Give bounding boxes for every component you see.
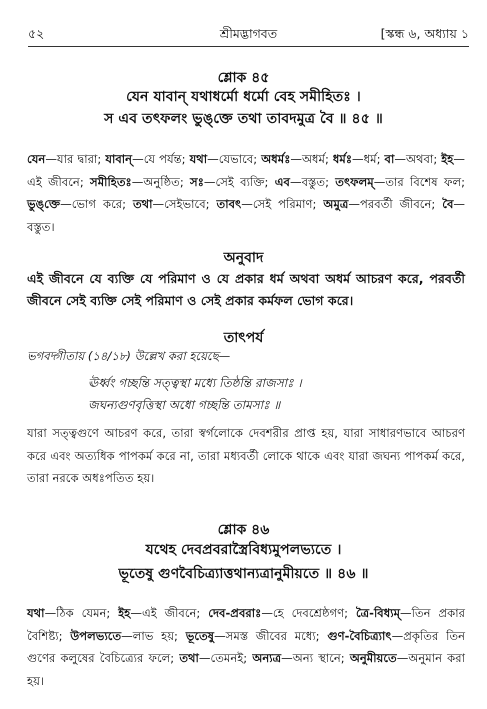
synonym-meaning: —যার দ্বারা;: [45, 152, 106, 166]
synonym-word: যথা: [189, 152, 208, 166]
verse-45-line-1: যেন যাবান্ যথাধর্মো ধর্মো বেহ সমীহিতঃ ।: [126, 89, 361, 105]
synonym-meaning: —পরবর্তী জীবনে;: [348, 197, 443, 211]
verse-46-heading: শ্লোক ৪৬: [217, 522, 270, 538]
synonym-meaning: —সেই ব্যক্তি;: [203, 174, 275, 189]
synonym-meaning: —ভোগ করে;: [60, 197, 133, 211]
synonym-word: অধর্মঃ: [261, 152, 291, 166]
synonym-word: উপলভ্যতে: [70, 628, 122, 643]
page-header: [28, 26, 469, 46]
gita-quote-line-1: ঊর্ধ্বং গচ্ছন্তি সত্ত্বস্থা মধ্যে তিষ্ঠন্তি রাজসাঃ ।: [88, 376, 302, 390]
synonym-meaning: —সেই পরিমাণ;: [241, 197, 324, 211]
synonym-meaning: —এই জীবনে;: [27, 152, 465, 189]
verse-45-translation: এই জীবনে যে ব্যক্তি যে পরিমাণ ও যে প্রকার ধর্ম অথবা অধর্ম আচরণ করে, পরবর্তী জীবনে সেই ব্যক্তি সেই পরিমাণ ও সেই প্রকার কর্মফল ভোগ করে।: [27, 271, 465, 308]
synonym-word: দেব-প্রবরাঃ: [208, 606, 262, 620]
verse-46-line-1: যথেহ দেবপ্রবরাস্ত্রৈবিধ্যমুপলভ্যতে ।: [145, 542, 342, 558]
synonym-word: ইহ: [118, 606, 131, 620]
synonym-word: ভুঙ্‌ক্তে: [27, 197, 61, 211]
verse-46-synonyms: [27, 602, 465, 692]
verse-46-line-2: ভূতেষু গুণবৈচিত্র্যাত্তথান্যত্রানুমীয়তে ॥ ৪৬ ॥: [118, 566, 369, 582]
synonym-meaning: —তেমনই;: [198, 651, 253, 665]
synonym-meaning: —বস্তুত।: [27, 197, 465, 234]
synonym-word: গুণ-বৈচিত্র্যাৎ: [327, 628, 392, 643]
synonym-word: যেন: [27, 152, 46, 166]
synonym-meaning: —অনুষ্ঠিত;: [131, 174, 191, 189]
synonym-meaning: —এই জীবনে;: [130, 606, 209, 620]
page-number: ৫২: [28, 26, 45, 41]
synonym-word: ত্রৈ-বিধ্যম্: [355, 606, 401, 620]
synonym-word: অন্যত্র: [252, 651, 282, 665]
synonym-word: ধর্মঃ: [332, 152, 353, 166]
synonym-word: তথা: [179, 651, 199, 665]
synonym-word: ভূতেষু: [185, 628, 215, 643]
synonym-word: বৈ: [442, 197, 454, 211]
synonym-meaning: —বস্তুত;: [290, 174, 336, 189]
synonym-word: বা: [384, 152, 395, 166]
synonym-meaning: —যেভাবে;: [207, 152, 262, 166]
synonym-meaning: —প্রকৃতির তিন গুণের কলুষের বৈচিত্র্যের ফলে;: [27, 628, 466, 665]
synonym-meaning: —ঠিক যেমন;: [44, 606, 119, 620]
synonym-meaning: —তিন প্রকার বৈশিষ্ট্য;: [27, 606, 465, 643]
synonym-meaning: —অন্য স্থানে;: [281, 651, 350, 665]
purport-heading: তাৎপর্য: [223, 330, 264, 346]
synonym-word: সঃ: [190, 174, 204, 189]
purport-intro: ভগবদ্গীতায় (১৪/১৮) উল্লেখ করা হয়েছে—: [27, 349, 231, 363]
gita-quote-line-2: জঘন্যগুণবৃত্তিস্থা অধো গচ্ছন্তি তামসাঃ ॥: [88, 398, 281, 412]
synonym-word: সমীহিতঃ: [90, 174, 132, 189]
verse-45-heading: শ্লোক ৪৫: [217, 70, 270, 86]
synonym-meaning: —সমস্ত জীবের মধ্যে;: [214, 628, 328, 643]
header-divider: [28, 46, 469, 47]
verse-45-line-2: স এব তৎফলং ভুঙ্‌ক্তে তথা তাবদমুত্র বৈ ॥ ৪৫ ॥: [104, 111, 383, 127]
verse-45-synonyms: [27, 148, 465, 238]
translation-heading: অনুবাদ: [223, 250, 264, 266]
synonym-word: তৎফলম্: [335, 174, 374, 189]
synonym-word: ইহ: [441, 152, 454, 166]
synonym-meaning: —ধর্ম;: [352, 152, 385, 166]
synonym-meaning: —অনুমান করা হয়।: [27, 651, 465, 688]
synonym-word: তাবৎ: [216, 197, 242, 211]
chapter-reference: [স্কন্ধ ৬, অধ্যায় ১: [380, 26, 469, 41]
synonym-meaning: —অথবা;: [394, 152, 442, 166]
synonym-word: যথা: [27, 606, 45, 620]
synonym-meaning: —লাভ হয়;: [121, 628, 186, 643]
synonym-word: এব: [274, 174, 290, 189]
synonym-word: অনুমীয়তে: [349, 651, 397, 665]
purport-text: যারা সত্ত্বগুণে আচরণ করে, তারা স্বর্গলোকে দেবশরীর প্রাপ্ত হয়, যারা সাধারণভাবে আচরণ করে এবং অত্যধিক পাপকর্ম করে না, তারা মধ্যবর্তী লোকে থাকে এবং যারা জঘন্য পাপকর্ম করে, তারা নরকে অধঃপতিত হয়।: [27, 426, 465, 485]
synonym-meaning: —সেইভাবে;: [152, 197, 217, 211]
book-title: শ্রীমদ্ভাগবত: [219, 26, 278, 41]
synonym-meaning: —যে পর্যন্ত;: [132, 152, 190, 166]
synonym-word: যাবান্: [105, 152, 133, 166]
synonym-word: তথা: [132, 197, 153, 211]
synonym-meaning: —তার বিশেষ ফল;: [373, 174, 465, 189]
synonym-meaning: —অধর্ম;: [290, 152, 333, 166]
synonym-meaning: —হে দেবশ্রেষ্ঠগণ;: [261, 606, 356, 620]
synonym-word: অমুত্র: [323, 197, 349, 211]
